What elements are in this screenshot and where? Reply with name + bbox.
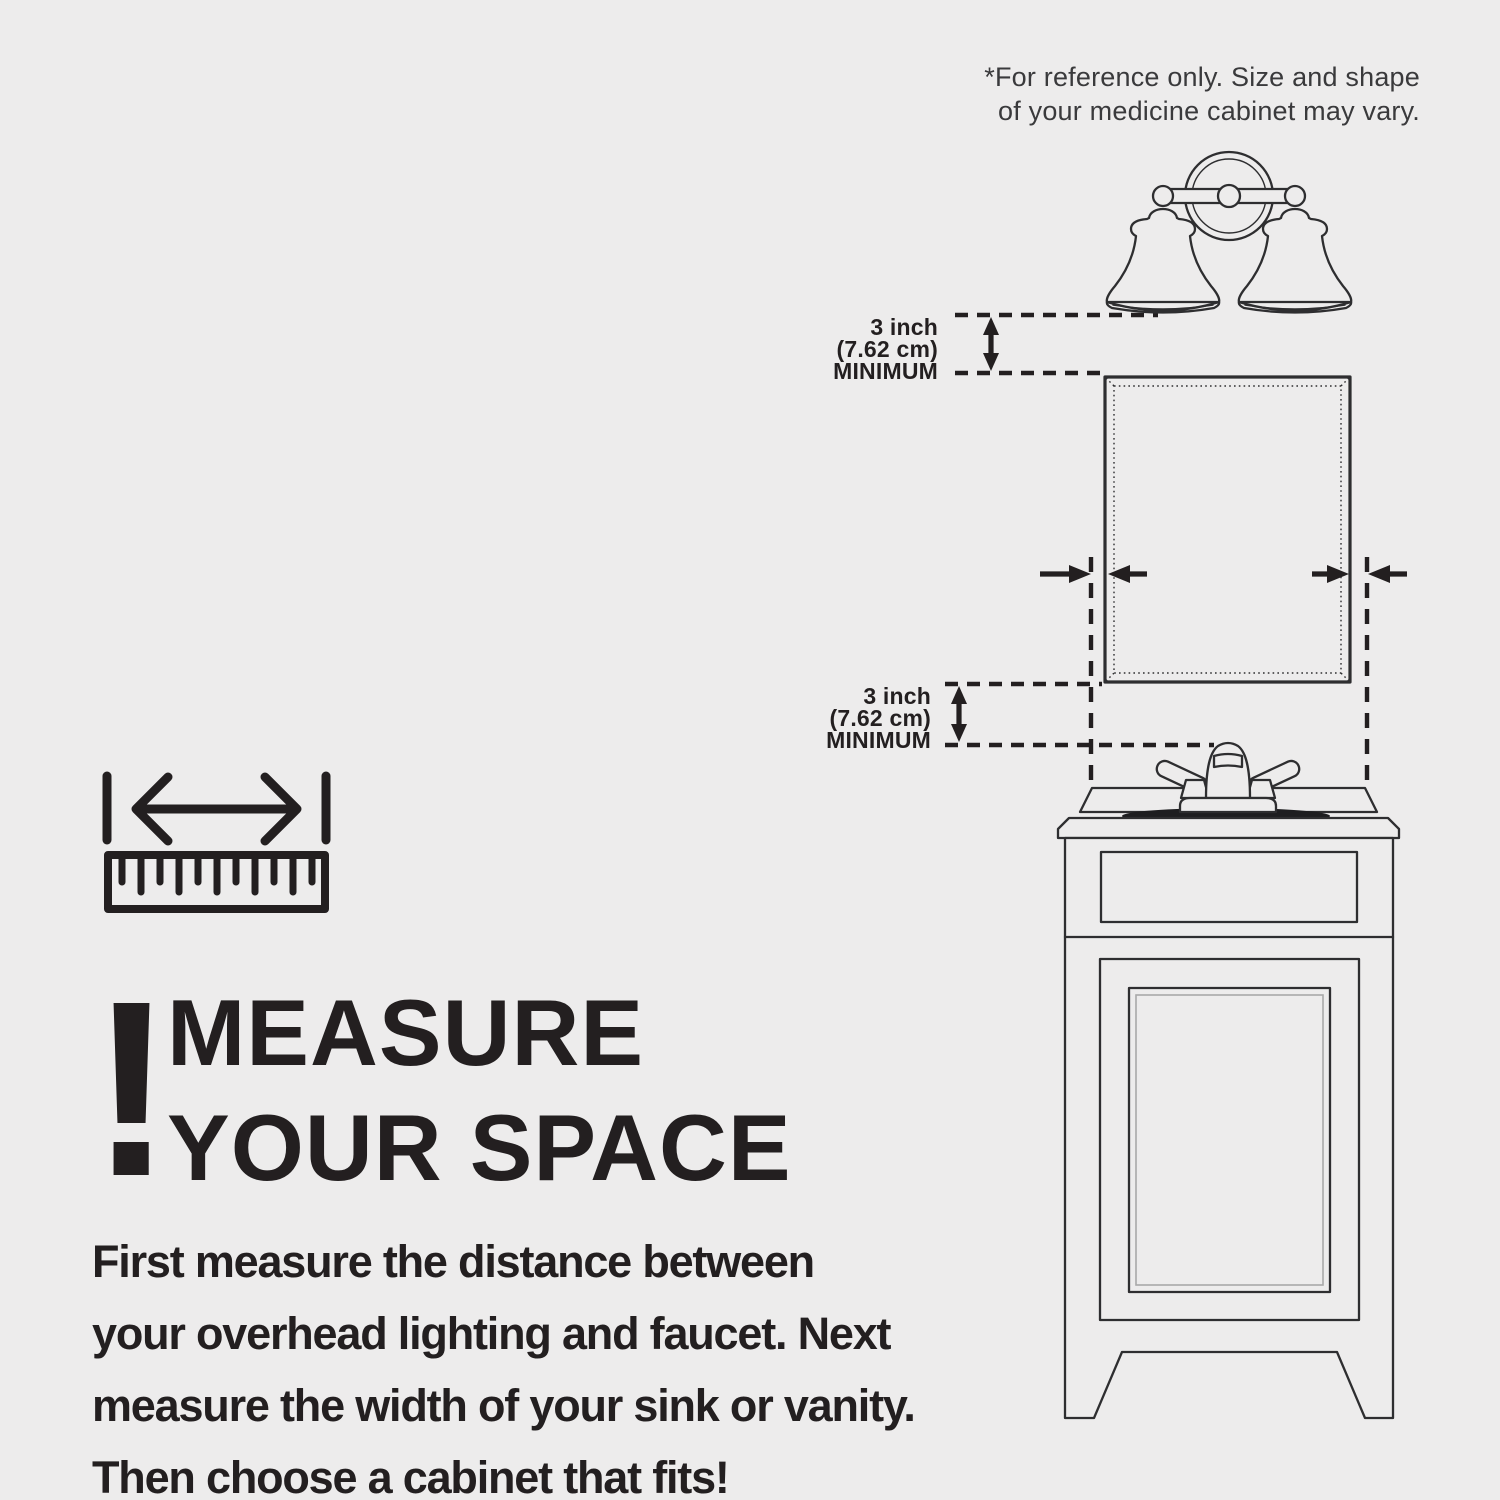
vanity-light-fixture <box>1107 152 1351 313</box>
page-title-line-1: MEASURE <box>167 980 645 1085</box>
cabinet-body <box>1065 838 1393 1418</box>
ruler-icon <box>93 763 335 925</box>
bottom-clearance-dimension <box>945 684 1214 745</box>
faucet-base <box>1180 798 1276 812</box>
instructions-line-3: measure the width of your sink or vanity. <box>92 1380 915 1431</box>
sink-vanity <box>1058 743 1399 1418</box>
countertop <box>1058 818 1399 838</box>
instructions-line-2: your overhead lighting and faucet. Next <box>92 1308 891 1359</box>
page-title-line-2: YOUR SPACE <box>167 1095 792 1200</box>
disclaimer-line-2: of your medicine cabinet may vary. <box>998 96 1420 126</box>
disclaimer-line-1: *For reference only. Size and shape <box>984 62 1420 92</box>
instructions <box>92 1226 915 1500</box>
bottom-clearance-metric: (7.62 cm) <box>829 705 931 731</box>
bottom-clearance-qualifier: MINIMUM <box>826 727 931 753</box>
exclamation-mark: ! <box>90 949 174 1228</box>
page-title <box>167 975 792 1205</box>
medicine-cabinet-mirror <box>1105 377 1350 682</box>
disclaimer <box>984 60 1420 128</box>
ruler-ticks <box>122 856 312 892</box>
top-clearance-value: 3 inch <box>870 314 938 340</box>
top-clearance-qualifier: MINIMUM <box>833 358 938 384</box>
measurement-diagram <box>900 130 1500 1430</box>
top-clearance-dimension <box>955 315 1158 373</box>
instructions-line-4: Then choose a cabinet that fits! <box>92 1452 729 1500</box>
instructions-line-1: First measure the distance between <box>92 1236 814 1287</box>
top-clearance-metric: (7.62 cm) <box>836 336 938 362</box>
bottom-clearance-value: 3 inch <box>863 683 931 709</box>
